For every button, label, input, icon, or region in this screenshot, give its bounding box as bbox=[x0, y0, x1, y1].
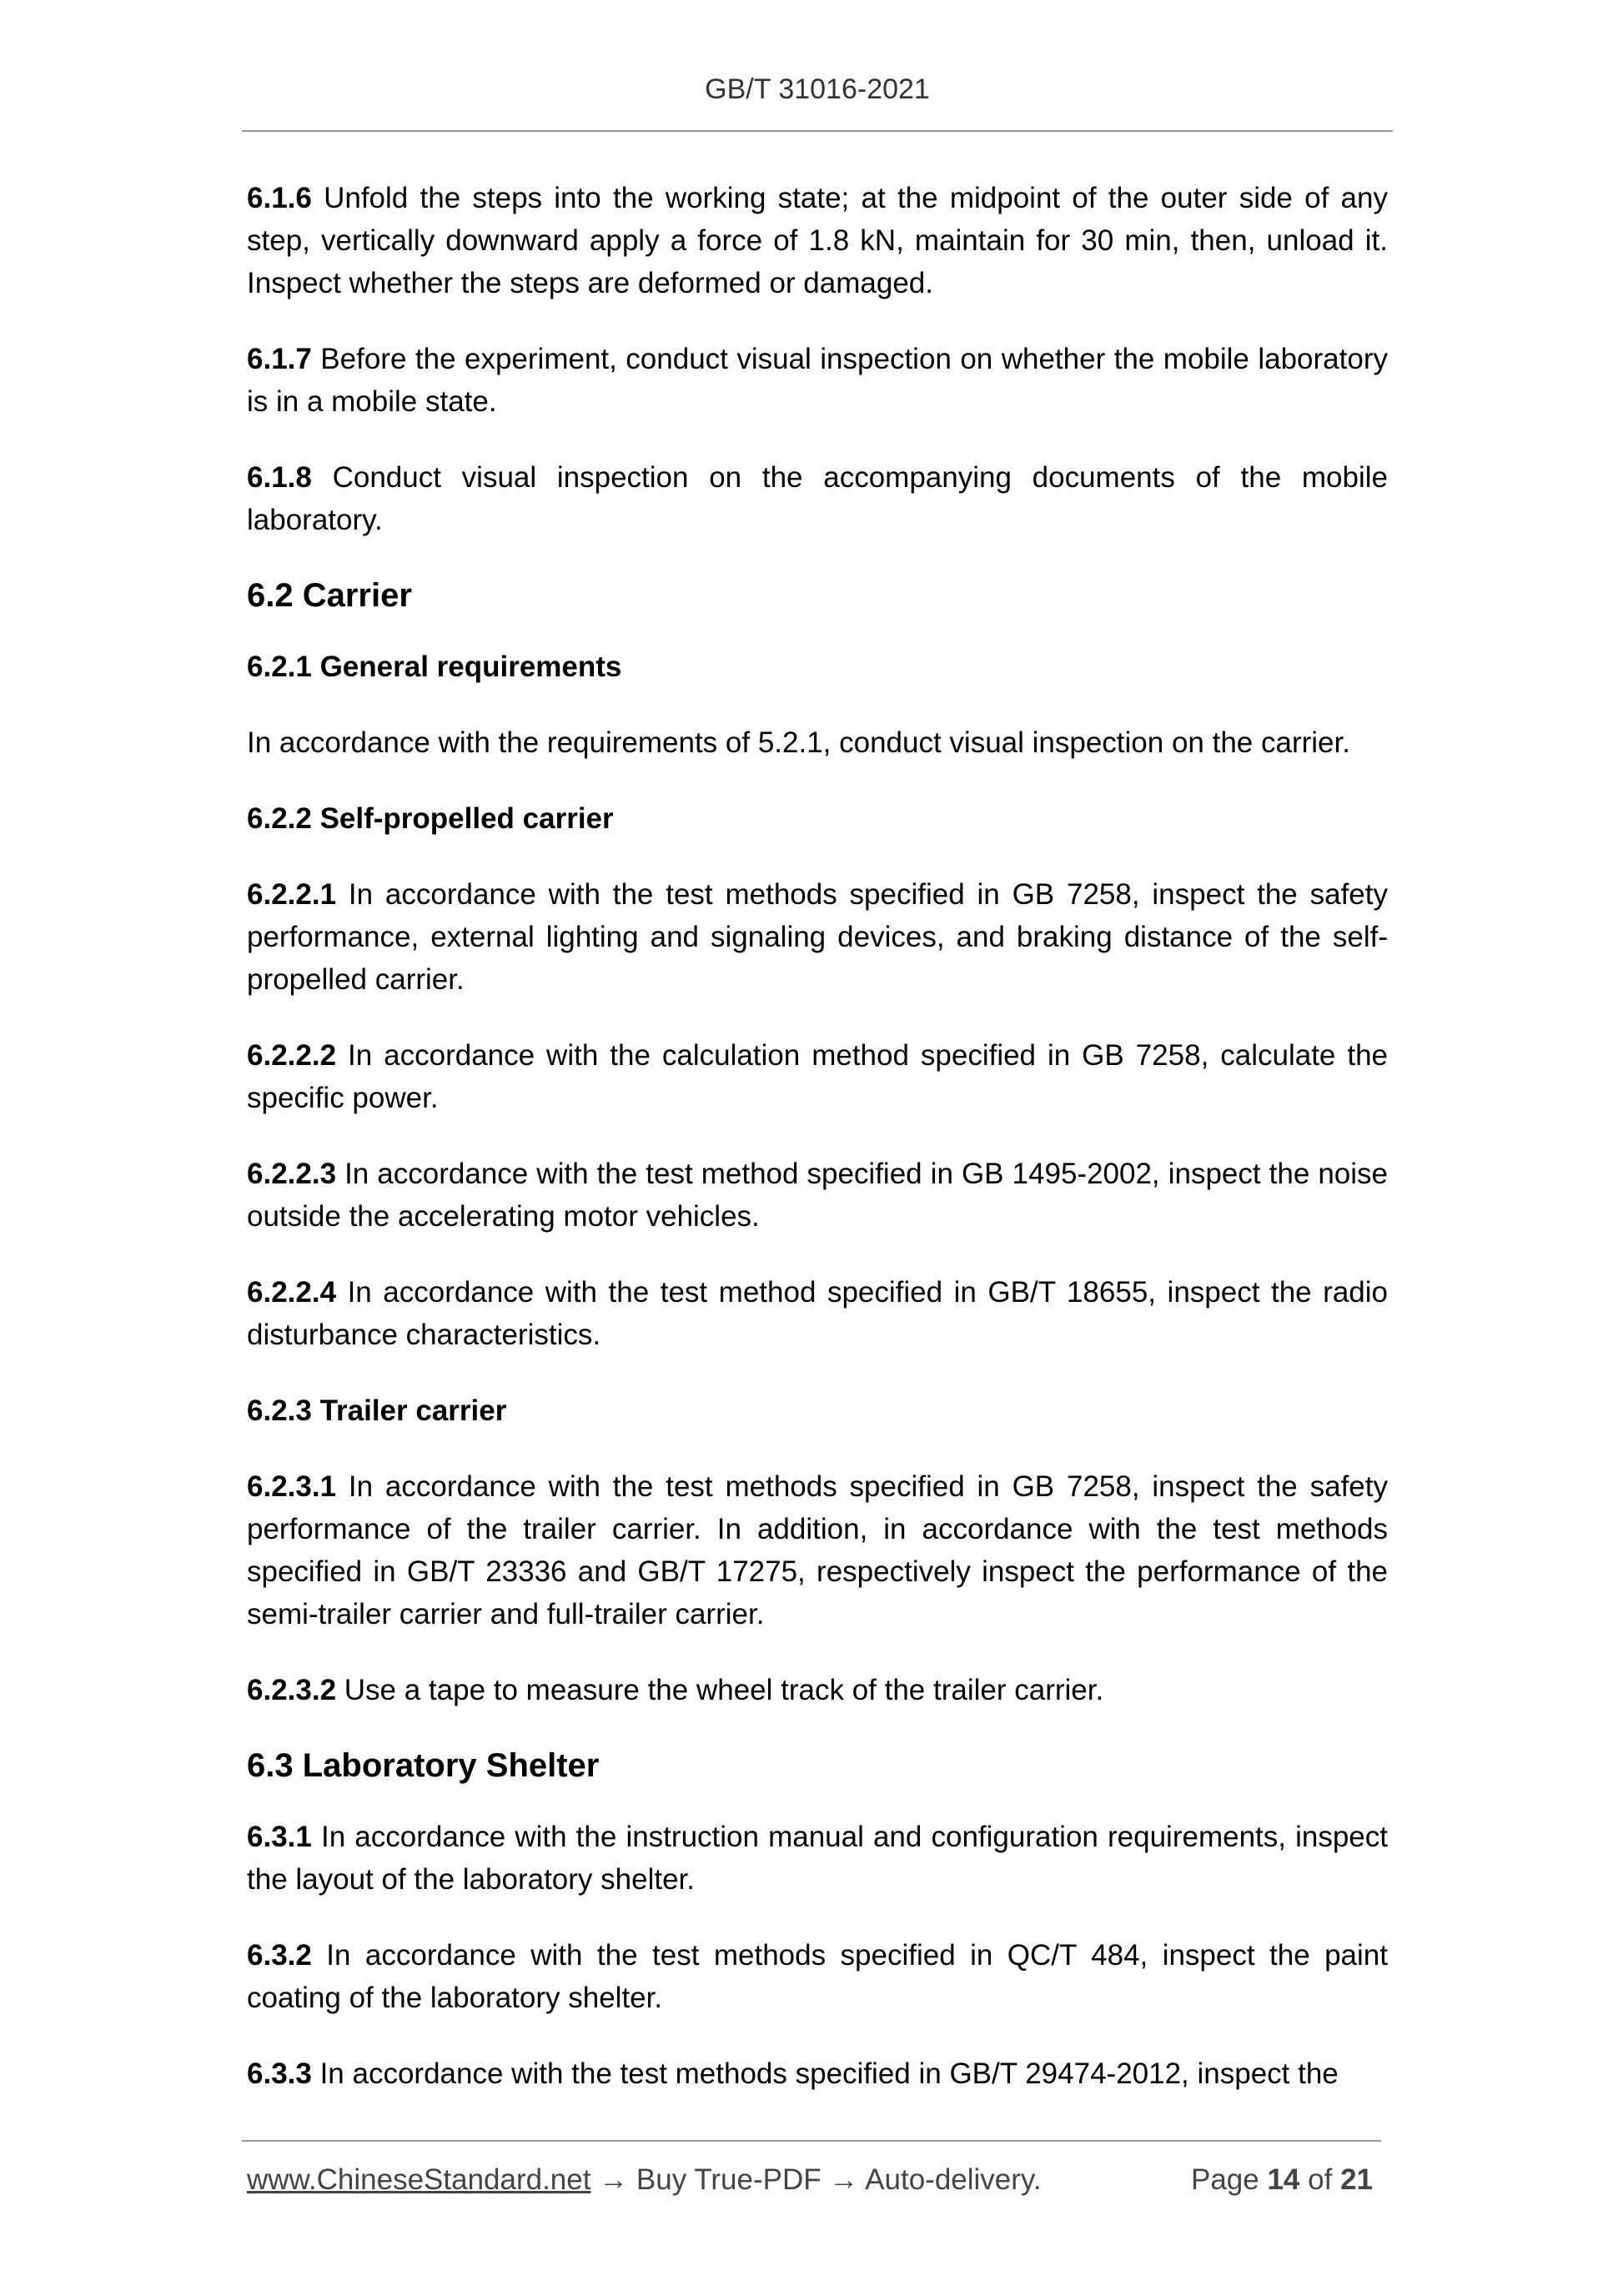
subsection-heading-6-2-3: 6.2.3 Trailer carrier bbox=[247, 1394, 507, 1427]
page-footer bbox=[247, 2163, 1381, 2197]
clause-number: 6.2.3.1 bbox=[247, 1470, 337, 1503]
clause-6-2-2-1 bbox=[247, 873, 1388, 1001]
clause-text: In accordance with the calculation method specified in GB 7258, calculate the specific power. bbox=[247, 1039, 1388, 1114]
page-word: Page bbox=[1190, 2163, 1259, 2196]
clause-text: In accordance with the test method specified in GB/T 18655, inspect the radio disturbance characteristics. bbox=[247, 1276, 1388, 1351]
clause-text: Conduct visual inspection on the accompanying documents of the mobile laboratory. bbox=[247, 461, 1388, 536]
clause-6-1-7 bbox=[247, 338, 1388, 423]
of-word: of bbox=[1308, 2163, 1333, 2196]
clause-number: 6.3.3 bbox=[247, 2057, 312, 2090]
page-indicator bbox=[1191, 2163, 1373, 2197]
clause-number: 6.2.2.4 bbox=[247, 1276, 337, 1309]
footer-divider bbox=[242, 2140, 1381, 2142]
subsection-heading-6-2-1: 6.2.1 General requirements bbox=[247, 651, 622, 683]
clause-number: 6.2.2.2 bbox=[247, 1039, 337, 1072]
clause-number: 6.2.2.3 bbox=[247, 1158, 337, 1190]
clause-6-3-2 bbox=[247, 1934, 1388, 2019]
footer-promo-text: → Buy True-PDF → Auto-delivery. bbox=[590, 2163, 1042, 2196]
clause-6-2-3-1 bbox=[247, 1465, 1388, 1635]
clause-number: 6.3.1 bbox=[247, 1821, 312, 1853]
header-divider bbox=[242, 130, 1393, 132]
clause-number: 6.1.7 bbox=[247, 343, 312, 375]
clause-number: 6.2.2.1 bbox=[247, 878, 337, 911]
clause-6-1-8 bbox=[247, 456, 1388, 541]
clause-6-2-3-2 bbox=[247, 1669, 1388, 1711]
clause-text: In accordance with the test methods specified in GB/T 29474-2012, inspect the bbox=[311, 2057, 1339, 2090]
page-number: 14 bbox=[1267, 2163, 1300, 2196]
subsection-heading-6-2-2: 6.2.2 Self-propelled carrier bbox=[247, 802, 614, 835]
section-heading-6-3: 6.3 Laboratory Shelter bbox=[247, 1747, 600, 1784]
website-link[interactable]: www.ChineseStandard.net bbox=[247, 2163, 591, 2196]
clause-text: In accordance with the test methods specified in QC/T 484, inspect the paint coating of the laboratory shelter. bbox=[247, 1939, 1388, 2014]
clause-6-2-2-4 bbox=[247, 1271, 1388, 1356]
document-body bbox=[247, 177, 1388, 2128]
clause-number: 6.1.6 bbox=[247, 182, 312, 214]
clause-number: 6.3.2 bbox=[247, 1939, 312, 1972]
clause-6-3-3 bbox=[247, 2052, 1388, 2095]
clause-number: 6.2.3.2 bbox=[247, 1674, 337, 1706]
clause-text: In accordance with the test method specified in GB 1495-2002, inspect the noise outside the accelerating motor vehicles. bbox=[247, 1158, 1388, 1233]
clause-6-2-2-2 bbox=[247, 1034, 1388, 1119]
clause-6-2-1-text: In accordance with the requirements of 5.2.1, conduct visual inspection on the carrier. bbox=[247, 726, 1350, 759]
page-header-code: GB/T 31016-2021 bbox=[705, 73, 930, 105]
clause-text: In accordance with the test methods specified in GB 7258, inspect the safety performance of the trailer carrier. In addition, in accordance with the test methods specified in GB/T 23336 and GB/T 17275, respectively inspect the performance of the semi-trailer carrier and full-trailer carrier. bbox=[247, 1470, 1388, 1630]
clause-text: Before the experiment, conduct visual inspection on whether the mobile laboratory is in a mobile state. bbox=[247, 343, 1388, 418]
clause-text: In accordance with the instruction manual and configuration requirements, inspect the layout of the laboratory shelter. bbox=[247, 1821, 1388, 1896]
clause-text: Unfold the steps into the working state; at the midpoint of the outer side of any step, vertically downward apply a force of 1.8 kN, maintain for 30 min, then, unload it. Inspect whether the steps are deformed or damaged. bbox=[247, 182, 1388, 299]
clause-6-1-6 bbox=[247, 177, 1388, 304]
clause-text: Use a tape to measure the wheel track of the trailer carrier. bbox=[336, 1674, 1104, 1706]
page-total: 21 bbox=[1340, 2163, 1373, 2196]
section-heading-6-2: 6.2 Carrier bbox=[247, 577, 412, 614]
clause-text: In accordance with the test methods specified in GB 7258, inspect the safety performance, external lighting and signaling devices, and braking distance of the self-propelled carrier. bbox=[247, 878, 1388, 996]
clause-6-2-2-3 bbox=[247, 1153, 1388, 1238]
clause-number: 6.1.8 bbox=[247, 461, 312, 494]
clause-6-3-1 bbox=[247, 1816, 1388, 1901]
